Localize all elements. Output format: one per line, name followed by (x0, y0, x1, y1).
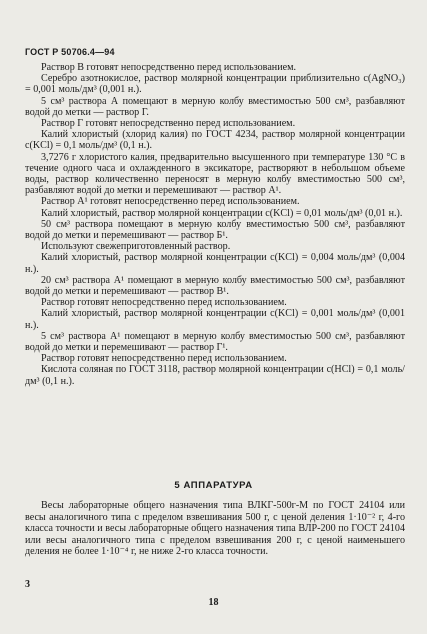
paragraph: Раствор А¹ готовят непосредственно перед использованием. (41, 196, 300, 208)
paragraph: Калий хлористый, раствор молярной концентрации c(KCl) = 0,004 моль/дм³ (0,004 н.). (25, 252, 405, 275)
section-title: 5 АППАРАТУРА (174, 480, 253, 491)
paragraph: 20 см³ раствора А¹ помещают в мерную колбу вместимостью 500 см³, разбавляют водой до метки и перемешивают — раствор В¹. (25, 274, 405, 298)
paragraph: Весы лабораторные общего назначения типа ВЛКГ-500г-М по ГОСТ 24104 или весы аналогичного типа с пределом взвешивания 500 г, с ценой деления 1·10⁻² г, 4-го класса точности и весы лабораторные общего назначения типа ВЛР-200 по ГОСТ 24104 или весы аналогичного типа с пределом взвешивания 200 г, с ценой наименьшего деления не более 1·10⁻⁴ г, не ниже 2-го класса точности. (25, 500, 405, 558)
paragraph: Раствор Г готовят непосредственно перед использованием. (41, 118, 296, 130)
paragraph: 3,7276 г хлористого калия, предварительно высушенного при температуре 130 °С в течение одного часа и охлажденного в эксикаторе, растворяют в небольшом объеме воды, раствор количественно переносят в мерную колбу вместимостью 500 см³, разбавляют водой до метки и перемешивают — раствор А¹. (25, 151, 405, 197)
paragraph: 50 см³ раствора помещают в мерную колбу вместимостью 500 см³, разбавляют водой до метки и перемешивают — раствор Б¹. (25, 218, 405, 242)
paragraph: Кислота соляная по ГОСТ 3118, раствор молярной концентрации c(HCl) = 0,1 моль/дм³ (0,1 н.). (25, 364, 405, 387)
paragraph: Калий хлористый, раствор молярной концентрации c(KCl) = 0,001 моль/дм³ (0,001 н.). (25, 308, 405, 331)
paragraph: Раствор В готовят непосредственно перед использованием. (41, 62, 296, 73)
paragraph: Калий хлористый (хлорид калия) по ГОСТ 4234, раствор молярной концентрации c(KCl) = 0,1 моль/дм³ (0,1 н.). (25, 129, 405, 152)
paragraph: 5 см³ раствора А¹ помещают в мерную колбу вместимостью 500 см³, разбавляют водой до метки и перемешивают — раствор Г¹. (25, 330, 405, 354)
margin-mark: 3 (25, 579, 30, 590)
document-header: ГОСТ Р 50706.4—94 (25, 47, 115, 57)
paragraph: 5 см³ раствора А помещают в мерную колбу вместимостью 500 см³, разбавляют водой до метки — раствор Г. (25, 95, 405, 118)
paragraph: Калий хлористый, раствор молярной концентрации c(KCl) = 0,01 моль/дм³ (0,01 н.). (41, 207, 403, 219)
paragraph: Используют свежеприготовленный раствор. (41, 241, 231, 253)
paragraph: Серебро азотнокислое, раствор молярной концентрации приблизительно c(AgNO₃) = 0,001 моль/дм³ (0,001 н.). (25, 73, 405, 96)
reagents-text (25, 62, 405, 387)
page-number: 18 (208, 597, 219, 608)
paragraph: Раствор готовят непосредственно перед использованием. (41, 297, 287, 309)
paragraph: Раствор готовят непосредственно перед использованием. (41, 353, 287, 365)
apparatus-text (25, 500, 405, 558)
